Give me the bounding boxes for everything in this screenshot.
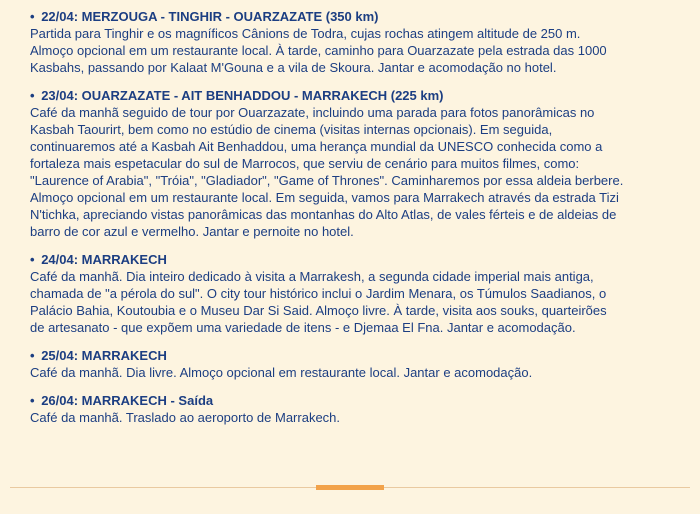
description-line: Café da manhã seguido de tour por Ouarzazate, incluindo uma parada para fotos panorâmicas no [30, 105, 595, 120]
day-title [30, 87, 675, 104]
footer-accent-bar [316, 485, 384, 490]
day-24-04 [30, 251, 675, 336]
day-title [30, 347, 675, 364]
description-line: Café da manhã. Dia inteiro dedicado à visita a Marrakesh, a segunda cidade imperial mais antiga, [30, 269, 594, 284]
day-title [30, 251, 675, 268]
day-title [30, 8, 675, 25]
description-line: Palácio Bahia, Koutoubia e o Museu Dar Si Said. Almoço livre. À tarde, visita aos souks, quarteirões [30, 303, 607, 318]
description-line: chamada de "a pérola do sul". O city tour histórico inclui o Jardim Menara, os Túmulos Saadianos, o [30, 286, 607, 301]
day-26-04 [30, 392, 675, 426]
description-line: barro de cor azul e vermelho. Jantar e pernoite no hotel. [30, 224, 354, 239]
description-line: fortaleza mais espetacular do sul de Marrocos, que serviu de cenário para muitos filmes, como: [30, 156, 580, 171]
bullet: • [30, 252, 35, 267]
description-line: Café da manhã. Dia livre. Almoço opcional em restaurante local. Jantar e acomodação. [30, 365, 533, 380]
day-title-text: 22/04: MERZOUGA - TINGHIR - OUARZAZATE (350 km) [41, 9, 379, 24]
day-title-text: 25/04: MARRAKECH [41, 348, 167, 363]
day-description [30, 409, 675, 426]
bullet: • [30, 348, 35, 363]
day-title-text: 24/04: MARRAKECH [41, 252, 167, 267]
bullet: • [30, 393, 35, 408]
day-description [30, 104, 675, 240]
description-line: Kasbah Taourirt, bem como no estúdio de cinema (visitas internas opcionais). Em seguida, [30, 122, 553, 137]
day-title-text: 26/04: MARRAKECH - Saída [41, 393, 214, 408]
day-title [30, 392, 675, 409]
day-description [30, 268, 675, 336]
description-line: continuaremos até a Kasbah Ait Benhaddou, uma herança mundial da UNESCO conhecida como a [30, 139, 603, 154]
day-description [30, 364, 675, 381]
bullet: • [30, 9, 35, 24]
day-23-04 [30, 87, 675, 240]
day-title-text: 23/04: OUARZAZATE - AIT BENHADDOU - MARRAKECH (225 km) [41, 88, 444, 103]
description-line: Partida para Tinghir e os magníficos Cânions de Todra, cujas rochas atingem altitude de 250 m. [30, 26, 581, 41]
description-line: Kasbahs, passando por Kalaat M'Gouna e a vila de Skoura. Jantar e acomodação no hotel. [30, 60, 557, 75]
day-22-04 [30, 8, 675, 76]
description-line: Almoço opcional em um restaurante local. Em seguida, vamos para Marrakech através da estrada Tizi [30, 190, 619, 205]
description-line: "Laurence of Arabia", "Tróia", "Gladiador", "Game of Thrones". Caminharemos por essa aldeia berbere. [30, 173, 624, 188]
itinerary [30, 8, 675, 437]
bullet: • [30, 88, 35, 103]
description-line: N'tichka, apreciando vistas panorâmicas das montanhas do Alto Atlas, de vales férteis e de aldeias de [30, 207, 617, 222]
day-description [30, 25, 675, 76]
description-line: Café da manhã. Traslado ao aeroporto de Marrakech. [30, 410, 341, 425]
description-line: Almoço opcional em um restaurante local. À tarde, caminho para Ouarzazate pela estrada das 1000 [30, 43, 607, 58]
description-line: de artesanato - que expõem uma variedade de itens - e Djemaa El Fna. Jantar e acomodação. [30, 320, 576, 335]
day-25-04 [30, 347, 675, 381]
